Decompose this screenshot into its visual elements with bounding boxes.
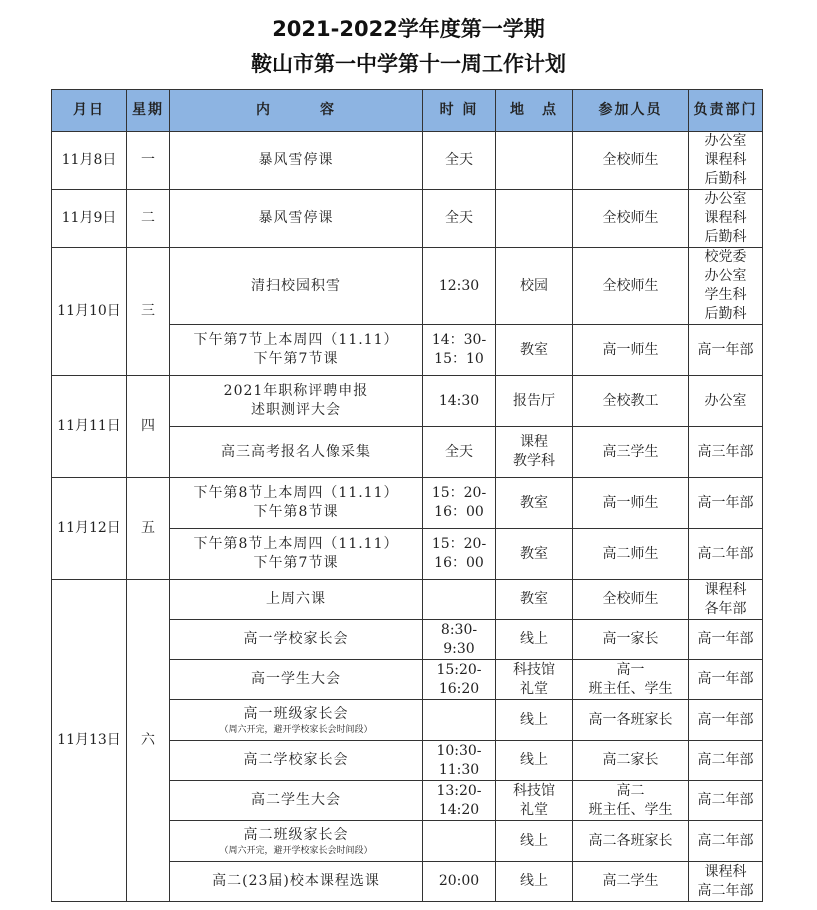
date-cell: 11月11日 xyxy=(52,376,127,478)
table-row xyxy=(52,478,763,529)
participants-cell xyxy=(573,741,689,781)
dept-cell-line: 高一年部 xyxy=(697,341,754,358)
dept-cell xyxy=(689,427,763,478)
content-cell xyxy=(170,821,423,862)
content-cell-line: 高二学生大会 xyxy=(251,792,341,808)
place-cell xyxy=(496,427,573,478)
dept-cell xyxy=(689,529,763,580)
time-cell xyxy=(423,700,496,741)
place-cell xyxy=(496,741,573,781)
content-cell xyxy=(170,660,423,700)
dept-cell xyxy=(689,660,763,700)
place-cell-line: 线上 xyxy=(520,631,548,647)
time-cell-line: 15:20- xyxy=(436,661,482,678)
participants-cell xyxy=(573,660,689,700)
participants-cell-line: 高一师生 xyxy=(602,494,659,511)
participants-cell-line: 高三学生 xyxy=(602,443,659,460)
content-cell xyxy=(170,529,423,580)
dept-cell-line: 高二年部 xyxy=(697,882,754,899)
place-cell-line: 教室 xyxy=(520,494,548,511)
participants-cell xyxy=(573,862,689,902)
weekday-cell: 六 xyxy=(127,580,170,902)
time-cell-line: 9:30 xyxy=(443,640,475,657)
place-cell-line: 线上 xyxy=(520,752,548,768)
participants-cell xyxy=(573,376,689,427)
content-cell-line: 下午第8节课 xyxy=(253,504,339,520)
place-cell xyxy=(496,862,573,902)
content-cell xyxy=(170,427,423,478)
time-cell-line: 20:00 xyxy=(438,873,480,889)
participants-cell xyxy=(573,190,689,248)
participants-cell xyxy=(573,620,689,660)
participants-cell-line: 高二师生 xyxy=(602,545,659,562)
place-cell-line: 教室 xyxy=(520,341,548,358)
participants-cell-line: 高二家长 xyxy=(602,752,659,768)
content-cell-line: 高一学校家长会 xyxy=(243,631,349,647)
time-cell-line: 全天 xyxy=(445,443,473,460)
time-cell xyxy=(423,325,496,376)
header-participants: 参加人员 xyxy=(573,90,689,132)
dept-cell-line: 办公室 xyxy=(704,268,747,284)
participants-cell-line: 班主任、学生 xyxy=(588,801,673,818)
content-cell-line: 暴风雪停课 xyxy=(258,152,334,168)
time-cell xyxy=(423,478,496,529)
time-cell xyxy=(423,427,496,478)
dept-cell-line: 后勤科 xyxy=(704,171,747,187)
content-cell xyxy=(170,478,423,529)
dept-cell xyxy=(689,620,763,660)
dept-cell-line: 高三年部 xyxy=(697,443,754,460)
content-cell-line: 下午第7节课 xyxy=(253,555,339,571)
content-cell-line: 清扫校园积雪 xyxy=(251,277,341,294)
weekday-cell: 一 xyxy=(127,132,170,190)
place-cell xyxy=(496,580,573,620)
content-cell-line: 述职测评大会 xyxy=(251,402,341,418)
time-cell-line: 12:30 xyxy=(438,277,480,294)
dept-cell-line: 后勤科 xyxy=(704,306,747,322)
date-cell: 11月8日 xyxy=(52,132,127,190)
place-cell xyxy=(496,821,573,862)
place-cell xyxy=(496,478,573,529)
header-date: 月日 xyxy=(52,90,127,132)
place-cell-line: 科技馆 xyxy=(513,782,555,799)
dept-cell-line: 高二年部 xyxy=(697,832,754,849)
time-cell-line: 15：20- xyxy=(431,485,487,501)
content-cell-line: 下午第7节课 xyxy=(253,351,339,367)
dept-cell-line: 高二年部 xyxy=(697,752,754,768)
place-cell-line: 科技馆 xyxy=(513,661,555,678)
content-cell-line: 高二班级家长会 xyxy=(243,826,349,843)
place-cell-line: 报告厅 xyxy=(513,392,555,409)
time-cell-line: 全天 xyxy=(445,152,473,168)
place-cell-line: 教学科 xyxy=(513,453,555,469)
weekday-cell: 二 xyxy=(127,190,170,248)
time-cell xyxy=(423,620,496,660)
place-cell-line: 线上 xyxy=(520,873,548,889)
time-cell xyxy=(423,862,496,902)
participants-cell xyxy=(573,700,689,741)
dept-cell-line: 高二年部 xyxy=(697,792,754,808)
participants-cell xyxy=(573,248,689,325)
place-cell xyxy=(496,376,573,427)
place-cell xyxy=(496,529,573,580)
time-cell xyxy=(423,529,496,580)
content-cell-line: 暴风雪停课 xyxy=(258,210,334,226)
content-cell-line: 上周六课 xyxy=(266,591,326,607)
time-cell-line: 13:20- xyxy=(436,782,482,799)
participants-cell-line: 高一各班家长 xyxy=(588,711,673,728)
dept-cell-line: 高一年部 xyxy=(697,711,754,728)
dept-cell xyxy=(689,478,763,529)
place-cell xyxy=(496,132,573,190)
dept-cell xyxy=(689,781,763,821)
table-row xyxy=(52,190,763,248)
time-cell xyxy=(423,781,496,821)
content-cell-line: 高一班级家长会 xyxy=(243,705,349,722)
weekday-cell: 五 xyxy=(127,478,170,580)
content-note: （周六开完，避开学校家长会时间段） xyxy=(219,724,373,735)
place-cell xyxy=(496,620,573,660)
place-cell xyxy=(496,325,573,376)
place-cell-line: 校园 xyxy=(520,277,548,294)
time-cell-line: 8:30- xyxy=(440,621,478,638)
place-cell xyxy=(496,660,573,700)
place-cell-line: 课程 xyxy=(520,434,548,450)
time-cell xyxy=(423,660,496,700)
weekday-cell: 四 xyxy=(127,376,170,478)
participants-cell-line: 全校师生 xyxy=(602,152,659,168)
time-cell xyxy=(423,580,496,620)
content-note: （周六开完，避开学校家长会时间段） xyxy=(219,845,373,856)
dept-cell xyxy=(689,821,763,862)
content-cell xyxy=(170,248,423,325)
participants-cell xyxy=(573,427,689,478)
place-cell xyxy=(496,190,573,248)
dept-cell xyxy=(689,132,763,190)
header-weekday: 星期 xyxy=(127,90,170,132)
content-cell xyxy=(170,132,423,190)
place-cell-line: 线上 xyxy=(520,711,548,728)
time-cell xyxy=(423,821,496,862)
participants-cell-line: 全校师生 xyxy=(602,277,659,294)
time-cell-line: 16：00 xyxy=(434,504,484,520)
participants-cell-line: 高二 xyxy=(616,782,645,799)
participants-cell-line: 全校师生 xyxy=(602,591,659,607)
participants-cell xyxy=(573,580,689,620)
dept-cell-line: 高一年部 xyxy=(697,671,754,687)
dept-cell xyxy=(689,741,763,781)
participants-cell xyxy=(573,325,689,376)
dept-cell-line: 办公室 xyxy=(704,191,747,207)
place-cell-line: 礼堂 xyxy=(520,680,548,697)
place-cell xyxy=(496,700,573,741)
content-cell-line: 高三高考报名人像采集 xyxy=(221,443,371,460)
dept-cell xyxy=(689,376,763,427)
table-row xyxy=(52,376,763,427)
content-cell-line: 下午第8节上本周四（11.11） xyxy=(193,485,399,501)
time-cell-line: 15：10 xyxy=(434,351,484,367)
time-cell xyxy=(423,741,496,781)
content-cell-line: 下午第8节上本周四（11.11） xyxy=(193,536,399,552)
content-cell-line: 高二学校家长会 xyxy=(243,752,349,768)
header-time: 时 间 xyxy=(423,90,496,132)
participants-cell xyxy=(573,132,689,190)
content-cell xyxy=(170,741,423,781)
content-cell xyxy=(170,862,423,902)
content-cell xyxy=(170,620,423,660)
dept-cell-line: 学生科 xyxy=(704,287,747,303)
dept-cell-line: 办公室 xyxy=(704,392,747,409)
participants-cell xyxy=(573,529,689,580)
time-cell-line: 11:30 xyxy=(438,761,480,778)
dept-cell-line: 后勤科 xyxy=(704,229,747,245)
time-cell-line: 16:20 xyxy=(438,680,480,697)
participants-cell-line: 全校教工 xyxy=(602,392,659,409)
dept-cell-line: 校党委 xyxy=(704,249,747,265)
table-row xyxy=(52,580,763,620)
place-cell-line: 礼堂 xyxy=(520,801,548,818)
dept-cell-line: 高一年部 xyxy=(697,494,754,511)
time-cell-line: 14：30- xyxy=(431,332,487,348)
participants-cell xyxy=(573,478,689,529)
schedule-table xyxy=(51,89,763,902)
table-row xyxy=(52,132,763,190)
place-cell-line: 教室 xyxy=(520,591,548,607)
title-line-2: 鞍山市第一中学第十一周工作计划 xyxy=(251,52,566,76)
participants-cell-line: 高二各班家长 xyxy=(588,832,673,849)
participants-cell-line: 班主任、学生 xyxy=(588,680,673,697)
content-cell-line: 高二(23届)校本课程选课 xyxy=(212,873,380,889)
dept-cell-line: 课程科 xyxy=(704,863,747,880)
place-cell xyxy=(496,248,573,325)
time-cell-line: 全天 xyxy=(445,210,473,226)
dept-cell-line: 课程科 xyxy=(704,581,747,598)
dept-cell xyxy=(689,248,763,325)
place-cell xyxy=(496,781,573,821)
content-cell xyxy=(170,190,423,248)
content-cell-line: 下午第7节上本周四（11.11） xyxy=(193,332,399,348)
time-cell-line: 14:20 xyxy=(438,801,480,818)
dept-cell-line: 课程科 xyxy=(704,152,747,168)
header-place: 地 点 xyxy=(496,90,573,132)
dept-cell-line: 课程科 xyxy=(704,210,747,226)
participants-cell-line: 全校师生 xyxy=(602,210,659,226)
date-cell: 11月9日 xyxy=(52,190,127,248)
time-cell xyxy=(423,190,496,248)
content-cell xyxy=(170,325,423,376)
date-cell: 11月10日 xyxy=(52,248,127,376)
participants-cell xyxy=(573,821,689,862)
participants-cell-line: 高一 xyxy=(616,661,645,678)
place-cell-line: 线上 xyxy=(520,832,548,849)
time-cell-line: 10:30- xyxy=(436,742,482,759)
content-cell xyxy=(170,376,423,427)
time-cell xyxy=(423,376,496,427)
header-content: 内 容 xyxy=(170,90,423,132)
place-cell-line: 教室 xyxy=(520,545,548,562)
date-cell: 11月13日 xyxy=(52,580,127,902)
table-row xyxy=(52,248,763,325)
header-dept: 负责部门 xyxy=(689,90,763,132)
content-cell-line: 2021年职称评聘申报 xyxy=(223,383,369,399)
participants-cell-line: 高一家长 xyxy=(602,631,659,647)
participants-cell xyxy=(573,781,689,821)
participants-cell-line: 高一师生 xyxy=(602,341,659,358)
dept-cell xyxy=(689,325,763,376)
header-row xyxy=(52,90,763,132)
participants-cell-line: 高二学生 xyxy=(602,873,659,889)
dept-cell-line: 高一年部 xyxy=(697,631,754,647)
time-cell-line: 16：00 xyxy=(434,555,484,571)
weekday-cell: 三 xyxy=(127,248,170,376)
content-cell-line: 高一学生大会 xyxy=(251,671,341,687)
dept-cell-line: 高二年部 xyxy=(697,545,754,562)
content-cell xyxy=(170,781,423,821)
dept-cell xyxy=(689,190,763,248)
dept-cell xyxy=(689,700,763,741)
dept-cell-line: 办公室 xyxy=(704,133,747,149)
time-cell xyxy=(423,132,496,190)
dept-cell-line: 各年部 xyxy=(704,600,747,617)
date-cell: 11月12日 xyxy=(52,478,127,580)
title-line-1: 2021-2022学年度第一学期 xyxy=(272,17,545,41)
content-cell xyxy=(170,580,423,620)
time-cell-line: 15：20- xyxy=(431,536,487,552)
dept-cell xyxy=(689,580,763,620)
time-cell xyxy=(423,248,496,325)
dept-cell xyxy=(689,862,763,902)
content-cell xyxy=(170,700,423,741)
time-cell-line: 14:30 xyxy=(438,392,480,409)
